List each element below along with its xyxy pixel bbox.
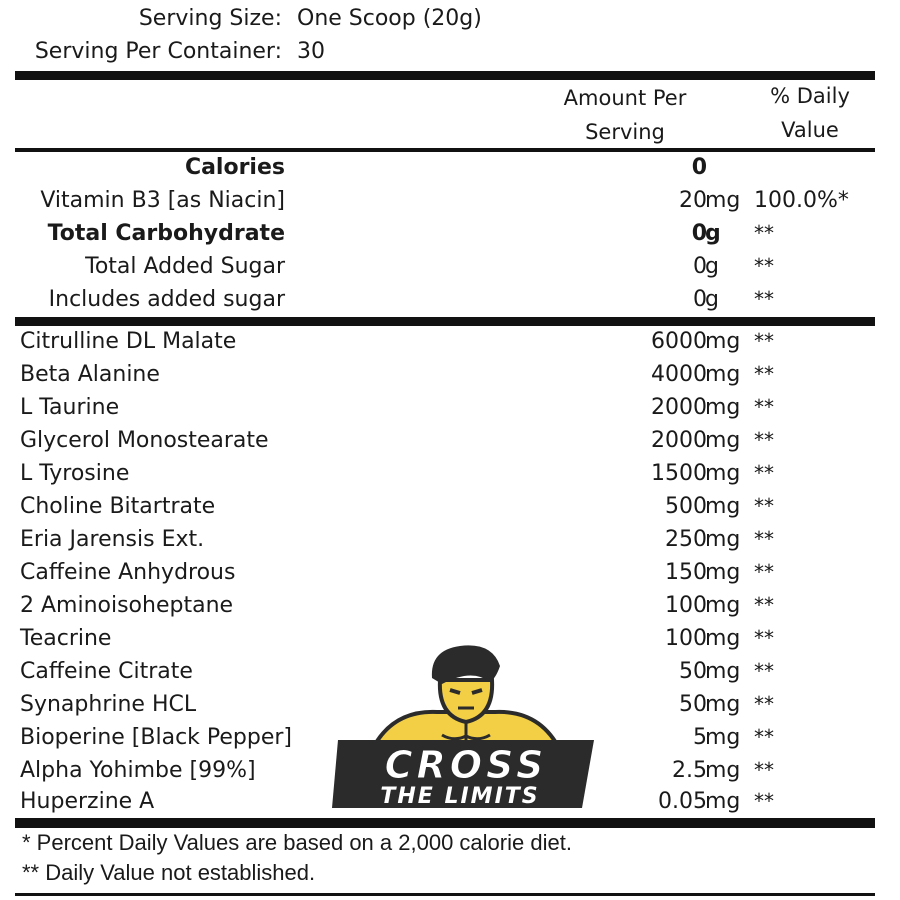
amount-header-line2: Serving: [585, 120, 665, 144]
serving-size-label: Serving Size:: [138, 6, 282, 31]
nutrient-name: Calories: [184, 155, 285, 180]
ingredient-unit: mg: [705, 395, 741, 420]
logo-text-line1: CROSS: [384, 743, 548, 787]
ingredient-unit: mg: [705, 725, 741, 750]
ingredient-amount: 2.5: [672, 758, 707, 783]
ingredient-dv: **: [754, 593, 774, 617]
ingredient-row: [0, 391, 900, 424]
nutrient-name: Includes added sugar: [48, 287, 285, 312]
ingredient-dv: **: [754, 527, 774, 551]
ingredient-amount: 1500: [651, 461, 707, 486]
nutrient-row: [0, 217, 900, 250]
ingredient-name: Caffeine Citrate: [20, 659, 193, 684]
ingredient-dv: **: [754, 362, 774, 386]
nutrient-name: Total Added Sugar: [85, 254, 285, 279]
ingredient-dv: **: [754, 560, 774, 584]
ingredient-unit: mg: [705, 461, 741, 486]
daily-value-header: [735, 79, 885, 147]
ingredient-unit: mg: [705, 560, 741, 585]
ingredient-dv: **: [754, 461, 774, 485]
footnote-percent-dv: * Percent Daily Values are based on a 2,000 calorie diet.: [22, 830, 572, 855]
ingredient-amount: 5: [693, 725, 707, 750]
nutrient-unit: mg: [705, 188, 741, 213]
nutrient-unit: g: [705, 221, 721, 246]
nutrient-unit: g: [705, 287, 719, 312]
ingredient-amount: 500: [665, 494, 707, 519]
ingredient-dv: **: [754, 395, 774, 419]
ingredient-name: Alpha Yohimbe [99%]: [20, 758, 256, 783]
dv-header-line1: % Daily: [770, 84, 850, 108]
ingredient-name: Beta Alanine: [20, 362, 160, 387]
ingredient-row: [0, 457, 900, 490]
nutrient-dv: 100.0%*: [754, 188, 849, 213]
nutrient-dv: **: [754, 221, 774, 245]
ingredient-dv: **: [754, 725, 774, 749]
nutrient-amount: 0: [693, 287, 707, 312]
ingredient-name: Teacrine: [20, 626, 112, 651]
nutrient-amount: 20: [679, 188, 707, 213]
ingredient-unit: mg: [705, 593, 741, 618]
ingredient-amount: 50: [679, 692, 707, 717]
ingredient-amount: 150: [665, 560, 707, 585]
ingredient-unit: mg: [705, 362, 741, 387]
ingredient-name: Bioperine [Black Pepper]: [20, 725, 293, 750]
ingredient-dv: **: [754, 789, 774, 813]
amount-header-line1: Amount Per: [563, 86, 687, 110]
muscle-man-logo-icon: [332, 640, 600, 815]
ingredient-amount: 50: [679, 659, 707, 684]
ingredient-amount: 4000: [651, 362, 707, 387]
ingredient-dv: **: [754, 659, 774, 683]
ingredient-amount: 0.05: [658, 789, 707, 814]
amount-per-serving-header: [545, 81, 705, 149]
footnote-not-established: ** Daily Value not established.: [22, 860, 316, 885]
ingredient-amount: 100: [665, 626, 707, 651]
ingredient-amount: 2000: [651, 395, 707, 420]
serving-size: [0, 6, 600, 36]
logo-text-line2: THE LIMITS: [380, 784, 540, 809]
dv-header-line2: Value: [781, 118, 839, 142]
ingredient-row: [0, 556, 900, 589]
nutrient-row: [0, 151, 900, 184]
nutrient-dv: **: [754, 287, 774, 311]
ingredient-dv: **: [754, 428, 774, 452]
ingredient-amount: 250: [665, 527, 707, 552]
ingredient-row: [0, 424, 900, 457]
ingredient-dv: **: [754, 329, 774, 353]
ingredient-name: Choline Bitartrate: [20, 494, 216, 519]
ingredient-unit: mg: [705, 494, 741, 519]
ingredient-unit: mg: [705, 428, 741, 453]
nutrient-row: [0, 250, 900, 283]
bottom-thick-rule: [15, 818, 875, 828]
nutrient-row: [0, 184, 900, 217]
ingredient-name: Eria Jarensis Ext.: [20, 527, 205, 552]
ingredient-row: [0, 589, 900, 622]
ingredient-row: [0, 325, 900, 358]
ingredient-dv: **: [754, 494, 774, 518]
ingredient-dv: **: [754, 758, 774, 782]
ingredient-row: [0, 523, 900, 556]
footer-rule: [15, 893, 875, 896]
nutrient-name: Vitamin B3 [as Niacin]: [40, 188, 285, 213]
ingredient-row: [0, 358, 900, 391]
servings-per-container: [0, 39, 600, 69]
ingredient-unit: mg: [705, 789, 741, 814]
ingredient-dv: **: [754, 626, 774, 650]
nutrient-amount: 0: [693, 254, 707, 279]
servings-per-container-value: 30: [297, 39, 325, 64]
ingredient-row: [0, 490, 900, 523]
ingredient-amount: 2000: [651, 428, 707, 453]
ingredient-name: L Taurine: [20, 395, 120, 420]
nutrient-amount: 0: [691, 155, 707, 180]
ingredient-name: Glycerol Monostearate: [20, 428, 269, 453]
ingredient-unit: mg: [705, 626, 741, 651]
ingredient-unit: mg: [705, 758, 741, 783]
ingredient-name: Huperzine A: [20, 789, 155, 814]
ingredient-name: Caffeine Anhydrous: [20, 560, 236, 585]
ingredient-name: Synaphrine HCL: [20, 692, 197, 717]
ingredient-unit: mg: [705, 329, 741, 354]
ingredient-unit: mg: [705, 692, 741, 717]
ingredient-amount: 100: [665, 593, 707, 618]
nutrient-unit: g: [705, 254, 719, 279]
ingredient-name: Citrulline DL Malate: [20, 329, 237, 354]
ingredient-unit: mg: [705, 527, 741, 552]
nutrient-row: [0, 283, 900, 316]
ingredient-unit: mg: [705, 659, 741, 684]
ingredient-amount: 6000: [651, 329, 707, 354]
serving-size-value: One Scoop (20g): [297, 6, 482, 31]
servings-per-container-label: Serving Per Container:: [34, 39, 282, 64]
ingredient-name: L Tyrosine: [20, 461, 130, 486]
nutrient-name: Total Carbohydrate: [47, 221, 285, 246]
nutrient-dv: **: [754, 254, 774, 278]
ingredient-dv: **: [754, 692, 774, 716]
ingredient-name: 2 Aminoisoheptane: [20, 593, 234, 618]
nutrient-amount: 0: [691, 221, 707, 246]
